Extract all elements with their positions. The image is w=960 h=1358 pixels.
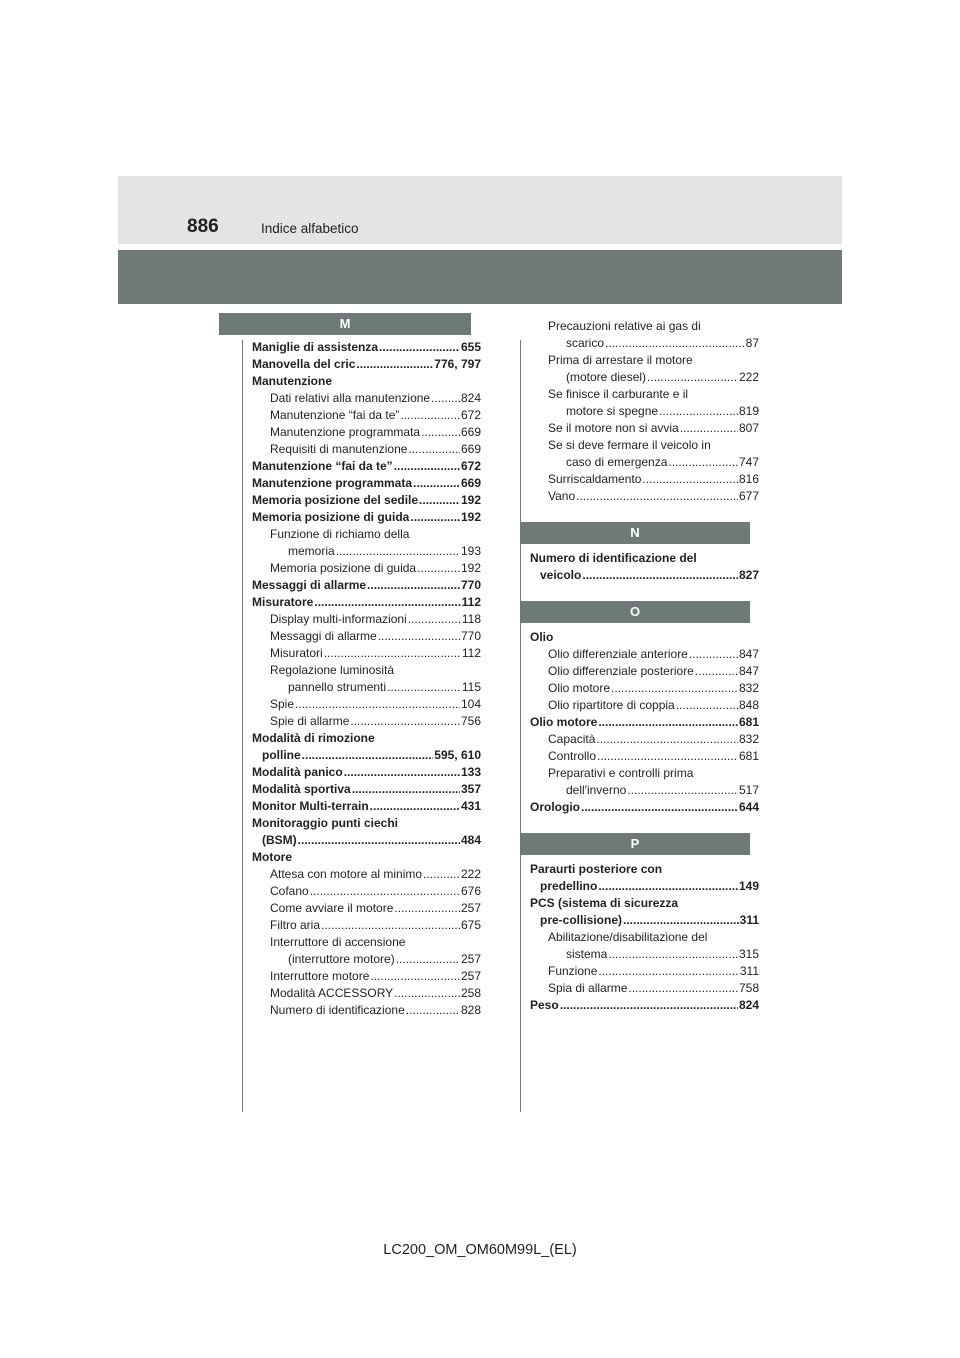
index-column-right bbox=[530, 318, 759, 1014]
index-subentry: Controllo ..... 681 bbox=[530, 748, 759, 765]
index-subentry: Messaggi di allarme ..... 770 bbox=[252, 628, 481, 645]
index-entry-continuation: pre-collisione) ..... 311 bbox=[530, 912, 759, 929]
index-entry: Manutenzione bbox=[252, 374, 332, 388]
index-entry: Monitoraggio punti ciechi bbox=[252, 816, 398, 830]
index-subentry: Se finisce il carburante e il bbox=[548, 387, 689, 401]
index-subentry: Olio differenziale posteriore ..... 847 bbox=[530, 663, 759, 680]
section-letter-n: N bbox=[520, 522, 750, 544]
index-entry-continuation: veicolo ..... 827 bbox=[530, 567, 759, 584]
index-subentry-continuation: (interruttore motore) ..... 257 bbox=[252, 951, 481, 968]
index-subentry: Surriscaldamento ..... 816 bbox=[530, 471, 759, 488]
index-entry: Modalità sportiva ..... 357 bbox=[252, 781, 481, 798]
header-band bbox=[118, 250, 842, 304]
index-entry: Peso ..... 824 bbox=[530, 997, 759, 1014]
index-entry-continuation: (BSM) ..... 484 bbox=[252, 832, 481, 849]
index-subentry: Funzione ..... 311 bbox=[530, 963, 759, 980]
index-subentry: Vano ..... 677 bbox=[530, 488, 759, 505]
index-subentry: Spie ..... 104 bbox=[252, 696, 481, 713]
index-subentry: Display multi-informazioni ..... 118 bbox=[252, 611, 481, 628]
index-subentry: Spie di allarme ..... 756 bbox=[252, 713, 481, 730]
index-subentry: Spia di allarme ..... 758 bbox=[530, 980, 759, 997]
column-rule-right bbox=[520, 340, 521, 1112]
index-entry: Manovella del cric ..... 776, 797 bbox=[252, 356, 481, 373]
header-background bbox=[118, 176, 842, 244]
index-subentry: Se si deve fermare il veicolo in bbox=[548, 438, 711, 452]
index-subentry: Numero di identificazione ..... 828 bbox=[252, 1002, 481, 1019]
index-entry: PCS (sistema di sicurezza bbox=[530, 896, 679, 910]
index-entry: Monitor Multi-terrain ..... 431 bbox=[252, 798, 481, 815]
page-title: Indice alfabetico bbox=[261, 221, 359, 236]
column-rule-left bbox=[242, 340, 243, 1112]
index-subentry: Misuratori ..... 112 bbox=[252, 645, 481, 662]
index-subentry-continuation: pannello strumenti ..... 115 bbox=[252, 679, 481, 696]
index-subentry: Regolazione luminosità bbox=[270, 663, 395, 677]
index-entry: Modalità panico ..... 133 bbox=[252, 764, 481, 781]
index-subentry: Interruttore di accensione bbox=[270, 935, 406, 949]
index-subentry-continuation: dell'inverno ..... 517 bbox=[530, 782, 759, 799]
index-subentry: Prima di arrestare il motore bbox=[548, 353, 693, 367]
index-entry-continuation: polline ..... 595, 610 bbox=[252, 747, 481, 764]
index-subentry: Olio ripartitore di coppia ..... 848 bbox=[530, 697, 759, 714]
index-entry: Messaggi di allarme ..... 770 bbox=[252, 577, 481, 594]
index-subentry-continuation: memoria ..... 193 bbox=[252, 543, 481, 560]
index-subentry: Memoria posizione di guida ..... 192 bbox=[252, 560, 481, 577]
index-entry: Modalità di rimozione bbox=[252, 731, 375, 745]
index-entry: Memoria posizione del sedile ..... 192 bbox=[252, 492, 481, 509]
index-subentry: Requisiti di manutenzione ..... 669 bbox=[252, 441, 481, 458]
index-entry: Numero di identificazione del bbox=[530, 551, 697, 565]
index-column-left bbox=[252, 339, 481, 1019]
index-entry: Manutenzione programmata ..... 669 bbox=[252, 475, 481, 492]
section-letter-m: M bbox=[219, 313, 471, 335]
index-subentry: Capacità ..... 832 bbox=[530, 731, 759, 748]
index-subentry: Manutenzione “fai da te” ..... 672 bbox=[252, 407, 481, 424]
index-subentry: Abilitazione/disabilitazione del bbox=[548, 930, 708, 944]
index-subentry-continuation: caso di emergenza ..... 747 bbox=[530, 454, 759, 471]
index-subentry: Modalità ACCESSORY ..... 258 bbox=[252, 985, 481, 1002]
index-subentry-continuation: motore si spegne ..... 819 bbox=[530, 403, 759, 420]
index-subentry-continuation: sistema ..... 315 bbox=[530, 946, 759, 963]
section-letter-p: P bbox=[520, 833, 750, 855]
index-subentry: Se il motore non si avvia ..... 807 bbox=[530, 420, 759, 437]
section-letter-o: O bbox=[520, 601, 750, 623]
index-subentry: Interruttore motore ..... 257 bbox=[252, 968, 481, 985]
index-entry: Motore bbox=[252, 850, 292, 864]
index-subentry: Olio motore ..... 832 bbox=[530, 680, 759, 697]
index-subentry: Olio differenziale anteriore ..... 847 bbox=[530, 646, 759, 663]
index-entry: Manutenzione “fai da te” ..... 672 bbox=[252, 458, 481, 475]
index-subentry-continuation: (motore diesel) ..... 222 bbox=[530, 369, 759, 386]
index-entry: Paraurti posteriore con bbox=[530, 862, 663, 876]
index-entry: Maniglie di assistenza ..... 655 bbox=[252, 339, 481, 356]
index-entry: Olio motore ..... 681 bbox=[530, 714, 759, 731]
index-entry: Olio bbox=[530, 630, 554, 644]
index-subentry: Come avviare il motore ..... 257 bbox=[252, 900, 481, 917]
index-subentry: Precauzioni relative ai gas di bbox=[548, 319, 701, 333]
index-subentry: Dati relativi alla manutenzione ..... 824 bbox=[252, 390, 481, 407]
index-subentry: Cofano ..... 676 bbox=[252, 883, 481, 900]
index-subentry: Funzione di richiamo della bbox=[270, 527, 410, 541]
index-subentry: Filtro aria ..... 675 bbox=[252, 917, 481, 934]
index-entry: Misuratore ..... 112 bbox=[252, 594, 481, 611]
index-entry-continuation: predellino ..... 149 bbox=[530, 878, 759, 895]
index-subentry: Attesa con motore al minimo ..... 222 bbox=[252, 866, 481, 883]
index-subentry: Preparativi e controlli prima bbox=[548, 766, 694, 780]
index-entry: Orologio ..... 644 bbox=[530, 799, 759, 816]
footer-doc-code: LC200_OM_OM60M99L_(EL) bbox=[383, 1242, 577, 1258]
index-subentry-continuation: scarico ..... 87 bbox=[530, 335, 759, 352]
page-number: 886 bbox=[187, 216, 219, 237]
index-subentry: Manutenzione programmata ..... 669 bbox=[252, 424, 481, 441]
index-entry: Memoria posizione di guida ..... 192 bbox=[252, 509, 481, 526]
